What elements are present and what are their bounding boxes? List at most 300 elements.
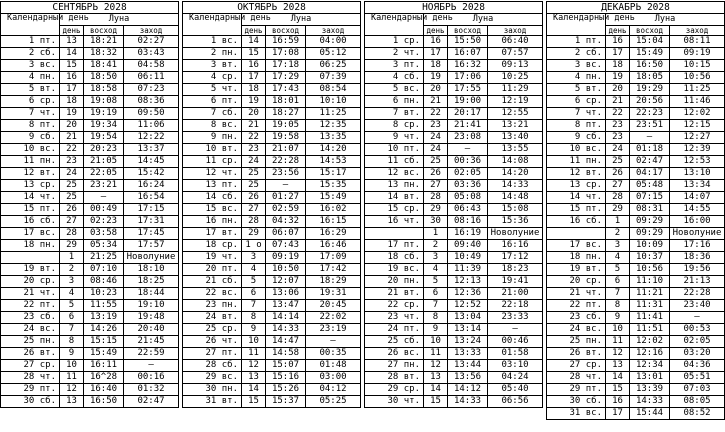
table-row <box>183 240 361 252</box>
moon-day-cell: 30 <box>424 216 448 228</box>
moon-day-cell: 3 <box>424 252 448 264</box>
moon-day-cell: 25 <box>424 156 448 168</box>
table-row <box>1 324 179 336</box>
moonset-cell: 09:50 <box>124 108 179 120</box>
moonrise-cell: 15:16 <box>266 372 306 384</box>
table-row <box>547 144 725 156</box>
table-row <box>365 348 543 360</box>
moonset-cell: 07:23 <box>124 84 179 96</box>
moonrise-cell: 13:47 <box>266 300 306 312</box>
calendar-day-cell: 10 вт. <box>183 144 242 156</box>
moon-day-cell: 2 <box>424 240 448 252</box>
calendar-day-cell: 27 ср. <box>547 360 606 372</box>
table-row <box>365 96 543 108</box>
moon-day-cell: 8 <box>242 312 266 324</box>
moonset-cell: 11:25 <box>670 84 725 96</box>
moonrise-cell: 13:44 <box>448 360 488 372</box>
moonrise-cell: 00:36 <box>448 156 488 168</box>
table-row <box>547 48 725 60</box>
moonset-cell: 10:25 <box>488 72 543 84</box>
calendar-day-cell: 24 вт. <box>183 312 242 324</box>
moon-day-cell: 23 <box>606 132 630 144</box>
moonrise-cell: 17:43 <box>266 84 306 96</box>
moonset-cell: 12:39 <box>670 144 725 156</box>
moon-day-cell: 26 <box>60 204 84 216</box>
table-row <box>1 156 179 168</box>
calendar-day-header: Календарный день <box>365 14 424 36</box>
moonset-cell: 21:13 <box>670 276 725 288</box>
moonrise-cell: 13:19 <box>84 312 124 324</box>
calendar-day-cell: 12 чт. <box>183 168 242 180</box>
moonset-cell: 23:33 <box>488 312 543 324</box>
moonset-cell: 19:41 <box>488 276 543 288</box>
moon-day-cell: 25 <box>242 180 266 192</box>
table-row <box>365 204 543 216</box>
table-row <box>1 372 179 384</box>
calendar-day-cell: 21 чт. <box>1 288 60 300</box>
moonset-cell: 16:02 <box>306 204 361 216</box>
moonset-cell: 02:27 <box>124 36 179 48</box>
moonrise-cell: 14:33 <box>266 324 306 336</box>
calendar-day-cell: 11 пн. <box>547 156 606 168</box>
moon-day-cell: 24 <box>60 168 84 180</box>
calendar-day-cell: 25 сб. <box>365 336 424 348</box>
calendar-day-cell: 29 ср. <box>365 384 424 396</box>
moonset-cell: 16:16 <box>488 240 543 252</box>
moon-day-cell: 9 <box>606 312 630 324</box>
calendar-day-cell: 1 ср. <box>365 36 424 48</box>
moonset-cell: 04:12 <box>306 384 361 396</box>
moonrise-cell: 11:51 <box>630 324 670 336</box>
moon-day-cell: 26 <box>424 168 448 180</box>
moonset-cell: Новолуние <box>124 252 179 264</box>
moonset-cell: 16:24 <box>124 180 179 192</box>
calendar-day-cell <box>365 228 424 240</box>
moon-day-cell: 18 <box>60 96 84 108</box>
moonset-cell: 13:55 <box>488 144 543 156</box>
moonrise-cell: 18:41 <box>84 60 124 72</box>
calendar-day-cell: 16 сб. <box>1 216 60 228</box>
calendar-day-cell: 29 вс. <box>183 372 242 384</box>
table-row <box>365 72 543 84</box>
table-row <box>1 384 179 396</box>
calendar-day-cell: 3 вс. <box>547 60 606 72</box>
moonrise-cell: 14:47 <box>266 336 306 348</box>
moonset-cell: 15:08 <box>488 204 543 216</box>
moonset-cell: 08:11 <box>670 36 725 48</box>
calendar-day-cell: 20 ср. <box>1 276 60 288</box>
calendar-day-cell: 13 ср. <box>1 180 60 192</box>
table-row <box>365 300 543 312</box>
table-row <box>1 108 179 120</box>
moon-day-cell: 15 <box>424 396 448 408</box>
table-row <box>547 324 725 336</box>
moonset-cell: 18:44 <box>124 288 179 300</box>
calendar-day-cell: 26 вт. <box>547 348 606 360</box>
moonrise-cell: 11:55 <box>84 300 124 312</box>
moonrise-cell: 06:43 <box>448 204 488 216</box>
table-row <box>1 132 179 144</box>
moon-header: Луна <box>242 14 361 26</box>
month-title: ДЕКАБРЬ 2028 <box>547 2 725 14</box>
moon-day-cell: 15 <box>60 60 84 72</box>
table-row <box>365 120 543 132</box>
moon-header: Луна <box>424 14 543 26</box>
moon-day-cell: 27 <box>606 180 630 192</box>
moonset-cell: 04:36 <box>670 360 725 372</box>
moonrise-cell: 12:07 <box>266 276 306 288</box>
moon-day-cell: 17 <box>606 48 630 60</box>
moon-day-cell: 15 <box>242 396 266 408</box>
moon-day-cell: 25 <box>60 180 84 192</box>
moonset-cell: 04:00 <box>306 36 361 48</box>
moonrise-cell: 20:56 <box>630 96 670 108</box>
table-row <box>183 132 361 144</box>
moonrise-cell: 03:58 <box>84 228 124 240</box>
moon-day-cell: 10 <box>424 336 448 348</box>
moonrise-cell: 10:23 <box>84 288 124 300</box>
moon-day-cell: 1 <box>424 228 448 240</box>
moonset-header: заход <box>488 25 543 35</box>
month-november <box>364 1 542 431</box>
moonset-cell: 14:07 <box>670 192 725 204</box>
moonrise-cell: 11:10 <box>630 276 670 288</box>
calendar-day-cell: 16 чт. <box>365 216 424 228</box>
calendar-day-cell: 9 сб. <box>547 132 606 144</box>
moon-day-cell: 3 <box>242 252 266 264</box>
moonset-cell: 23:19 <box>306 324 361 336</box>
calendar-day-cell: 19 вт. <box>1 264 60 276</box>
table-row <box>1 240 179 252</box>
moonrise-cell: 14:26 <box>84 324 124 336</box>
moon-day-cell: 17 <box>606 408 630 420</box>
moonrise-cell: 01:18 <box>630 144 670 156</box>
moon-day-cell: 3 <box>60 276 84 288</box>
moon-day-cell: 29 <box>606 204 630 216</box>
moonset-cell: 18:10 <box>124 264 179 276</box>
table-row <box>183 252 361 264</box>
moonrise-cell: 10:37 <box>630 252 670 264</box>
calendar-day-cell: 23 пн. <box>183 300 242 312</box>
moonrise-cell: 07:43 <box>266 240 306 252</box>
calendar-day-header: Календарный день <box>1 14 60 36</box>
moonset-cell: 08:05 <box>670 396 725 408</box>
calendar-day-cell: 30 пн. <box>183 384 242 396</box>
moonrise-cell: 22:23 <box>630 108 670 120</box>
moonset-cell: 06:56 <box>488 396 543 408</box>
calendar-day-cell: 22 вс. <box>183 288 242 300</box>
table-row <box>365 228 543 240</box>
table-row <box>183 108 361 120</box>
moon-day-cell: 12 <box>606 348 630 360</box>
table-row <box>547 216 725 228</box>
moonset-cell: 06:40 <box>488 36 543 48</box>
moonset-cell: 08:36 <box>124 96 179 108</box>
moonset-cell: 19:56 <box>670 264 725 276</box>
calendar-day-cell: 1 пт. <box>547 36 606 48</box>
moonset-cell: 12:35 <box>306 120 361 132</box>
moonrise-cell: 21:25 <box>84 252 124 264</box>
table-row <box>365 288 543 300</box>
moon-day-cell: 13 <box>60 396 84 408</box>
moon-day-cell: 1 о <box>242 240 266 252</box>
table-row <box>547 180 725 192</box>
table-row <box>1 252 179 264</box>
moon-day-cell: 10 <box>242 336 266 348</box>
moonset-cell: 00:35 <box>306 348 361 360</box>
moonset-cell: 08:54 <box>306 84 361 96</box>
table-row <box>547 120 725 132</box>
moonset-cell: 15:49 <box>306 192 361 204</box>
calendar-day-cell: 28 вт. <box>365 372 424 384</box>
moonset-cell: 14:08 <box>488 156 543 168</box>
moon-day-cell: 11 <box>242 348 266 360</box>
calendar-day-cell: 13 ср. <box>547 180 606 192</box>
moonset-cell: 01:48 <box>306 360 361 372</box>
moonrise-cell: 13:06 <box>266 288 306 300</box>
table-row <box>183 192 361 204</box>
moonrise-cell: 21:41 <box>448 120 488 132</box>
calendar-day-cell: 4 сб. <box>365 72 424 84</box>
moonrise-cell: 23:56 <box>266 168 306 180</box>
calendar-day-cell: 7 вт. <box>365 108 424 120</box>
moon-day-cell: 23 <box>60 156 84 168</box>
moonrise-cell: 19:54 <box>84 132 124 144</box>
moon-day-cell: 28 <box>242 216 266 228</box>
moon-day-cell: 17 <box>60 84 84 96</box>
moonset-header: заход <box>670 25 725 35</box>
moon-day-cell: 8 <box>606 300 630 312</box>
moon-day-cell: 13 <box>606 360 630 372</box>
moonset-cell: 17:42 <box>306 264 361 276</box>
table-row <box>1 360 179 372</box>
moonset-cell: 15:17 <box>306 168 361 180</box>
moonrise-cell: 11:39 <box>448 264 488 276</box>
moonrise-cell: 18:05 <box>630 72 670 84</box>
moonset-cell: 11:46 <box>670 96 725 108</box>
table-row <box>547 132 725 144</box>
moon-day-cell: 20 <box>60 120 84 132</box>
calendar-day-cell: 2 чт. <box>365 48 424 60</box>
calendar-day-cell: 8 пт. <box>1 120 60 132</box>
calendar-day-cell: 15 вс. <box>183 204 242 216</box>
moon-day-cell: 7 <box>242 300 266 312</box>
moon-day-cell: 20 <box>242 108 266 120</box>
table-row <box>365 180 543 192</box>
moonrise-cell: 05:34 <box>84 240 124 252</box>
moonset-cell: 22:28 <box>670 288 725 300</box>
calendar-day-cell: 24 вс. <box>547 324 606 336</box>
moon-day-cell: 6 <box>60 312 84 324</box>
moonset-cell: 13:37 <box>124 144 179 156</box>
moon-day-cell: 25 <box>60 192 84 204</box>
moon-day-cell: 23 <box>424 120 448 132</box>
table-row <box>183 264 361 276</box>
calendar-day-cell: 20 пн. <box>365 276 424 288</box>
table-row <box>547 84 725 96</box>
moonset-cell: 21:45 <box>124 336 179 348</box>
moon-day-cell: 5 <box>606 264 630 276</box>
moonrise-cell: 14:58 <box>266 348 306 360</box>
moonrise-cell: 10:56 <box>630 264 670 276</box>
moon-day-cell: 24 <box>424 144 448 156</box>
moonset-cell: 14:53 <box>306 156 361 168</box>
moon-day-cell: 6 <box>606 276 630 288</box>
moonrise-cell: 18:32 <box>84 48 124 60</box>
calendar-day-cell: 17 вт. <box>183 228 242 240</box>
table-row <box>183 288 361 300</box>
moonset-cell: 12:22 <box>124 132 179 144</box>
table-row <box>183 168 361 180</box>
table-row <box>547 168 725 180</box>
moon-day-cell: 5 <box>242 276 266 288</box>
calendar-day-cell: 6 пт. <box>183 96 242 108</box>
moonrise-cell: 22:28 <box>266 156 306 168</box>
moonrise-cell: – <box>630 132 670 144</box>
moon-day-cell: 14 <box>242 36 266 48</box>
moonrise-cell: 16^28 <box>84 372 124 384</box>
moonrise-cell: 01:27 <box>266 192 306 204</box>
calendar-day-cell: 11 ср. <box>183 156 242 168</box>
moonrise-cell: 13:56 <box>448 372 488 384</box>
moon-day-cell: 11 <box>606 336 630 348</box>
moon-day-header: день <box>606 25 630 35</box>
moonset-cell: 19:48 <box>124 312 179 324</box>
moonset-cell: 03:00 <box>306 372 361 384</box>
calendar-day-cell: 5 вс. <box>365 84 424 96</box>
calendar-day-cell: 2 сб. <box>1 48 60 60</box>
table-row <box>183 120 361 132</box>
moonrise-cell: 05:48 <box>630 180 670 192</box>
moonrise-cell: 08:46 <box>84 276 124 288</box>
moonrise-cell: 09:19 <box>266 252 306 264</box>
moon-day-cell: 18 <box>606 60 630 72</box>
moonset-cell: 17:31 <box>124 216 179 228</box>
moonset-cell: 12:02 <box>670 108 725 120</box>
table-row <box>365 48 543 60</box>
moonrise-header: восход <box>266 25 306 35</box>
moonrise-cell: 19:58 <box>266 132 306 144</box>
moon-day-cell: 19 <box>242 96 266 108</box>
moonset-cell: 14:45 <box>124 156 179 168</box>
table-row <box>365 216 543 228</box>
moon-day-cell: 16 <box>60 72 84 84</box>
calendar-day-cell: 14 сб. <box>183 192 242 204</box>
moonset-cell: 18:29 <box>306 276 361 288</box>
calendar-day-cell: 22 пт. <box>547 300 606 312</box>
calendar-day-cell: 11 пн. <box>1 156 60 168</box>
moon-day-cell: 26 <box>606 168 630 180</box>
table-row <box>365 192 543 204</box>
moonrise-cell: 16:32 <box>448 60 488 72</box>
moonset-cell: 05:40 <box>488 384 543 396</box>
calendar-day-cell: 24 пт. <box>365 324 424 336</box>
calendar-day-header: Календарный день <box>547 14 606 36</box>
moonset-cell: 18:36 <box>670 252 725 264</box>
moonset-cell: 06:25 <box>306 60 361 72</box>
moonset-cell: 17:45 <box>124 228 179 240</box>
calendar-day-cell: 19 чт. <box>183 252 242 264</box>
table-row <box>547 72 725 84</box>
moon-table <box>546 1 725 420</box>
moonrise-cell: 04:32 <box>266 216 306 228</box>
calendar-day-cell: 20 ср. <box>547 276 606 288</box>
moon-day-cell: 22 <box>60 144 84 156</box>
table-row <box>365 132 543 144</box>
calendar-day-cell: 20 пт. <box>183 264 242 276</box>
moonrise-cell: 21:05 <box>84 156 124 168</box>
calendar-day-cell: 1 пт. <box>1 36 60 48</box>
table-row <box>1 264 179 276</box>
moonset-cell: 03:20 <box>670 348 725 360</box>
moon-day-cell: 28 <box>606 192 630 204</box>
calendar-day-cell: 7 чт. <box>1 108 60 120</box>
table-row <box>365 84 543 96</box>
moon-day-cell: 14 <box>424 384 448 396</box>
calendar-day-cell: 5 вт. <box>547 84 606 96</box>
moonset-cell: – <box>488 324 543 336</box>
calendar-day-cell: 8 ср. <box>365 120 424 132</box>
moonrise-cell: 11:31 <box>630 300 670 312</box>
calendar-day-cell: 6 ср. <box>1 96 60 108</box>
table-row <box>183 36 361 48</box>
table-row <box>365 264 543 276</box>
moonrise-cell: 14:33 <box>448 396 488 408</box>
calendar-day-cell: 19 вс. <box>365 264 424 276</box>
moon-table <box>182 1 361 408</box>
moon-header: Луна <box>606 14 725 26</box>
moonrise-cell: 16:50 <box>630 60 670 72</box>
calendar-day-cell: 3 вт. <box>183 60 242 72</box>
moonrise-cell: 16:07 <box>448 48 488 60</box>
moonset-cell: 11:29 <box>488 84 543 96</box>
table-row <box>1 192 179 204</box>
moonrise-cell: 13:39 <box>630 384 670 396</box>
moonset-cell: 20:40 <box>124 324 179 336</box>
table-row <box>183 396 361 408</box>
table-row <box>547 96 725 108</box>
moonset-cell: 23:40 <box>670 300 725 312</box>
calendar-day-cell: 29 пт. <box>547 384 606 396</box>
calendar-day-cell: 29 пт. <box>1 384 60 396</box>
table-row <box>1 348 179 360</box>
moonset-cell: Новолуние <box>670 228 725 240</box>
table-row <box>1 168 179 180</box>
moonrise-cell: 12:02 <box>630 336 670 348</box>
table-row <box>547 408 725 420</box>
moonrise-cell: 14:12 <box>448 384 488 396</box>
moon-day-cell: 14 <box>606 372 630 384</box>
moonrise-cell: – <box>266 180 306 192</box>
calendar-day-cell: 6 ср. <box>547 96 606 108</box>
table-row <box>1 276 179 288</box>
calendar-day-cell: 7 чт. <box>547 108 606 120</box>
moon-table <box>0 1 179 408</box>
table-row <box>1 216 179 228</box>
moonset-cell: 17:12 <box>488 252 543 264</box>
calendar-day-cell: 10 вс. <box>1 144 60 156</box>
calendar-day-cell: 21 чт. <box>547 288 606 300</box>
table-row <box>547 384 725 396</box>
moonset-cell: 01:58 <box>488 348 543 360</box>
moonrise-cell: – <box>84 192 124 204</box>
month-title: СЕНТЯБРЬ 2028 <box>1 2 179 14</box>
moonset-cell: 13:34 <box>670 180 725 192</box>
moonrise-cell: 15:50 <box>448 36 488 48</box>
moonset-cell: 13:35 <box>306 132 361 144</box>
moonrise-cell: 17:29 <box>266 72 306 84</box>
moonset-cell: 21:00 <box>488 288 543 300</box>
